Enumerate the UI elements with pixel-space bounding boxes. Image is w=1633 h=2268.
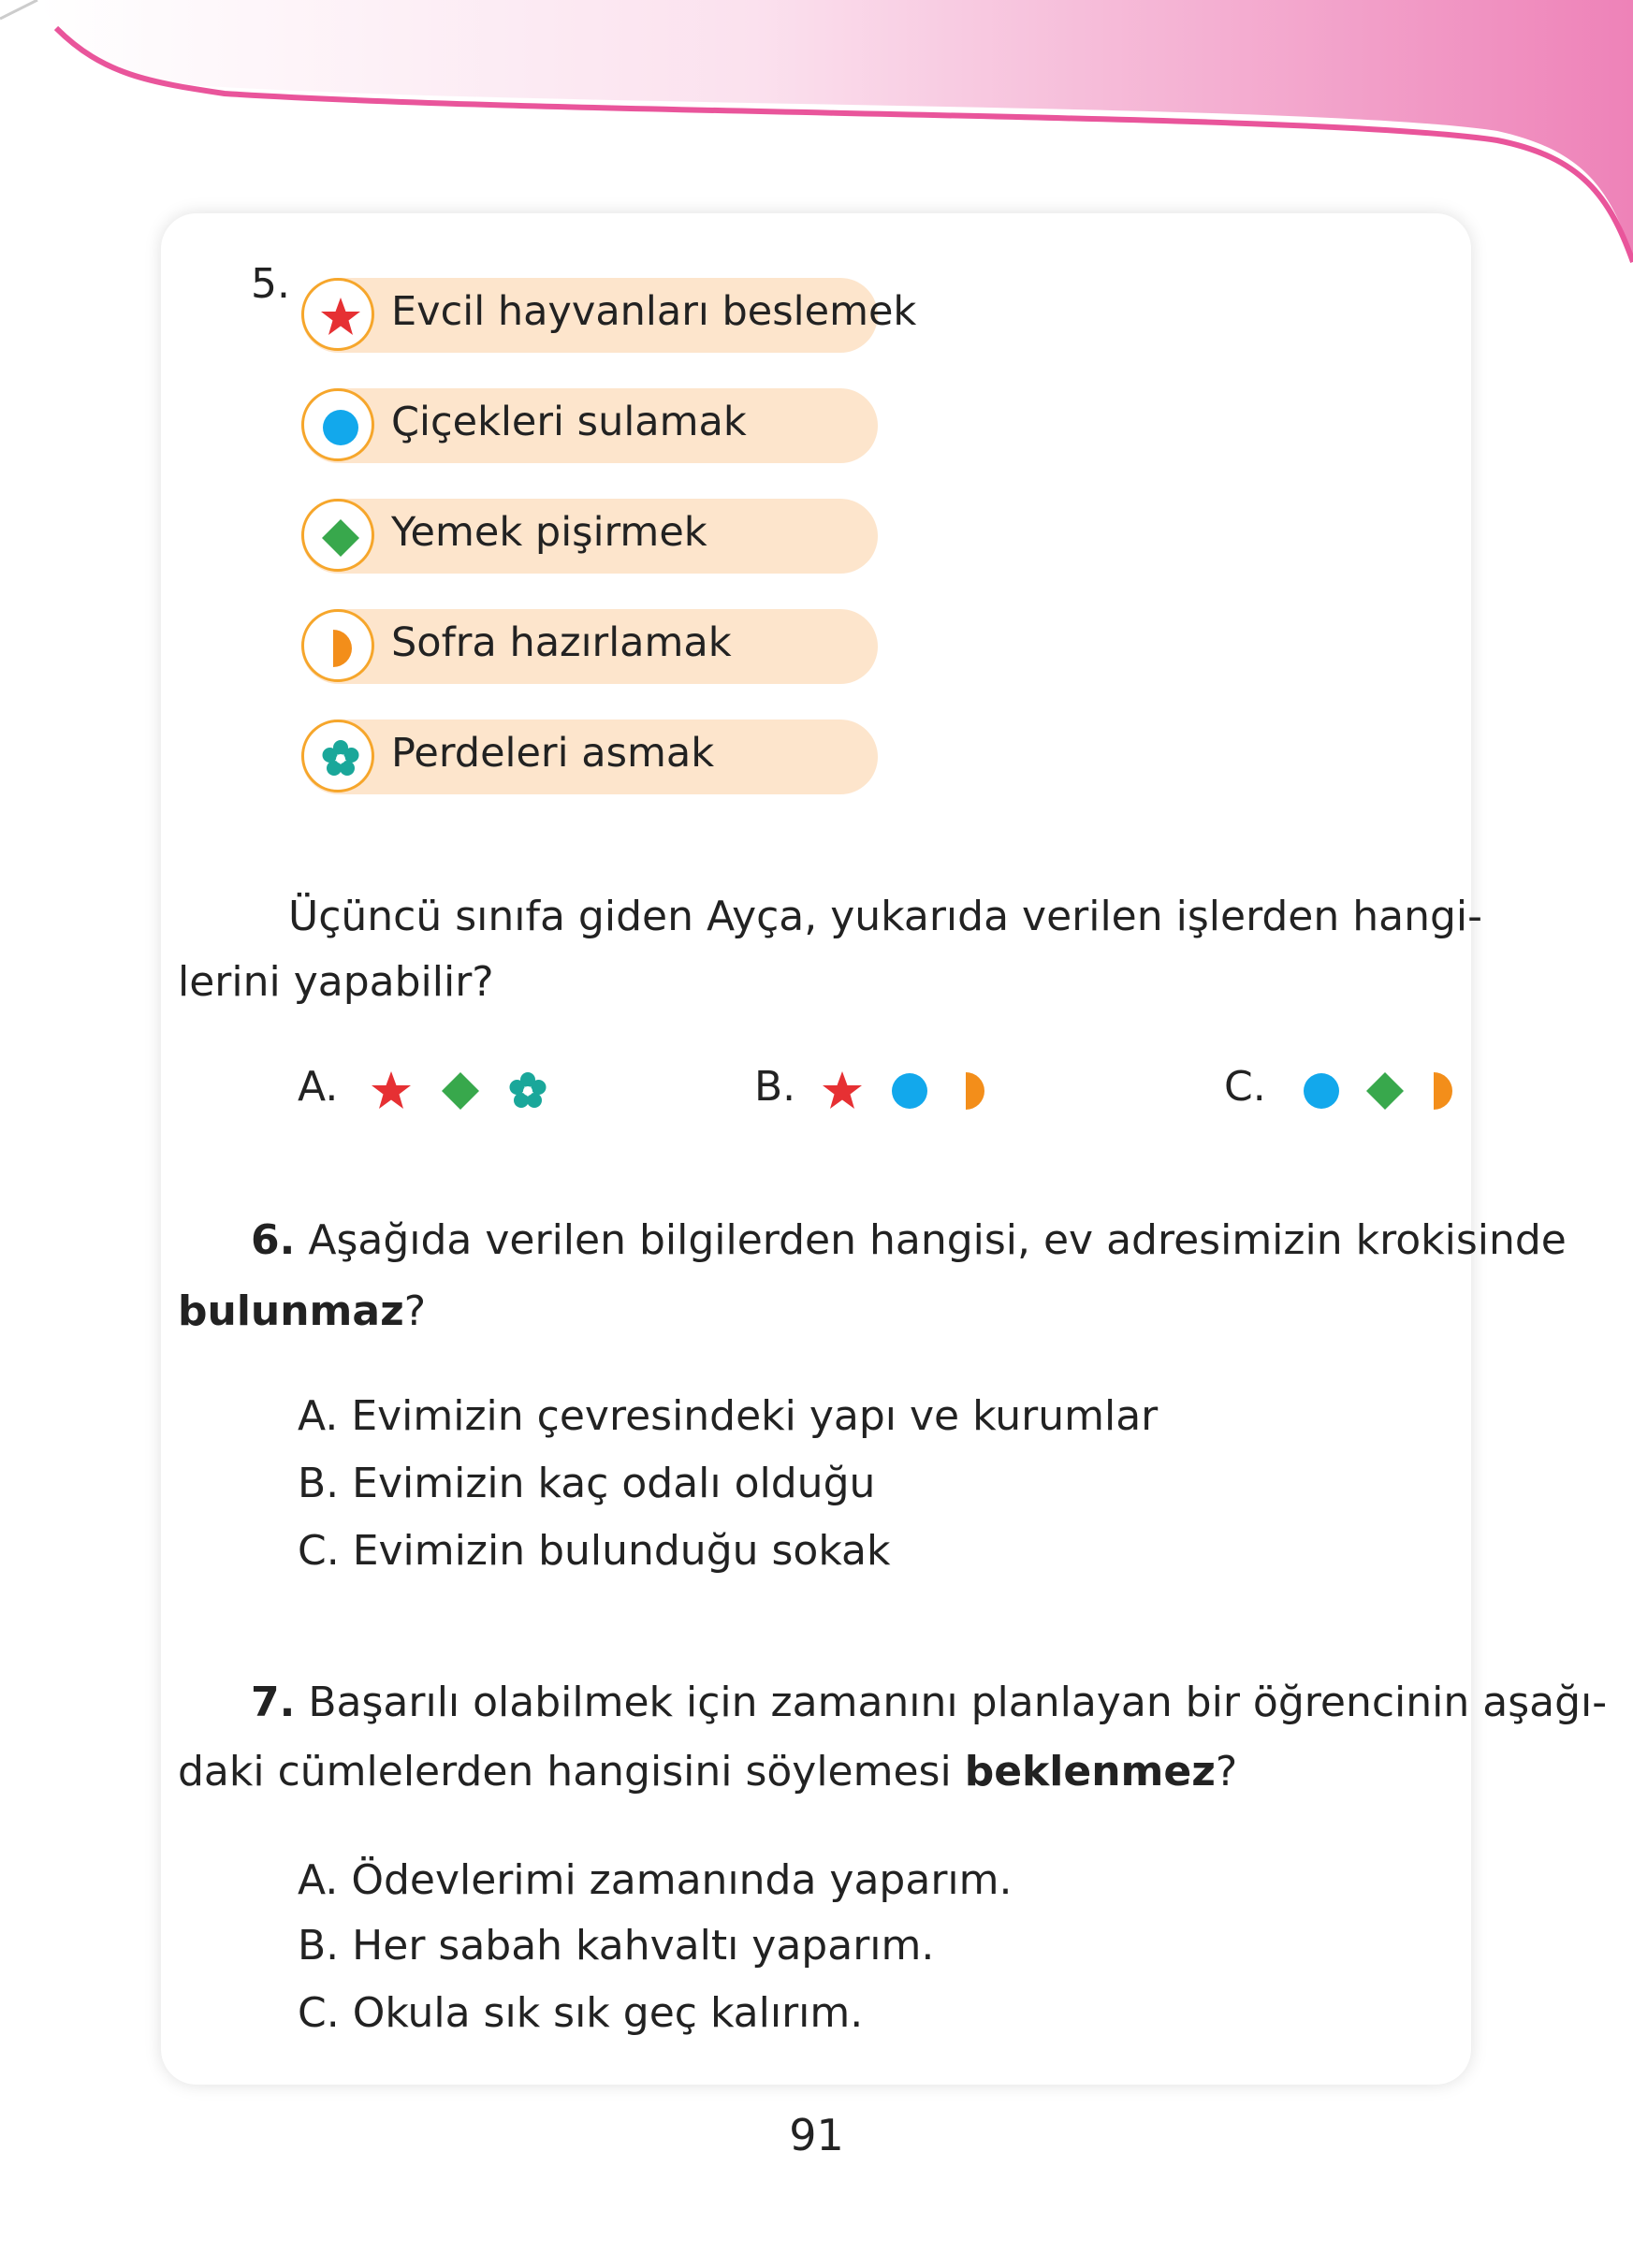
flower-icon [505,1069,550,1113]
question-6-text: Aşağıda verilen bilgilerden hangisi, ev adresimizin krokisinde [308,1216,1567,1264]
option-letter: A. [298,1856,339,1904]
star-icon [369,1069,414,1113]
task-label: Sofra hazırlamak [391,619,732,666]
star-icon [318,295,363,340]
question-7-line1 [251,1669,1607,1737]
question-6-line1 [251,1207,1567,1274]
task-item [301,388,878,463]
question-7-text-line2: daki cümlelerden hangisini söylemesi [178,1748,952,1796]
option-text: Evimizin kaç odalı olduğu [352,1460,876,1507]
option-text: Her sabah kahvaltı yaparım. [352,1922,935,1970]
question-7-option-b[interactable] [298,1922,934,1970]
blue-circle-icon [1299,1069,1344,1113]
question-6-end-mark: ? [403,1287,427,1335]
option-text: Ödevlerimi zamanında yaparım. [351,1856,1013,1904]
question-5-text-line1: Üçüncü sınıfa giden Ayça, yukarıda verilen işlerden hangi- [288,893,1483,940]
page-number: 91 [789,2110,844,2160]
question-7-end-mark: ? [1215,1748,1238,1796]
question-6-option-b[interactable] [298,1460,875,1507]
option-text: Evimizin çevresindeki yapı ve kurumlar [351,1392,1159,1440]
green-diamond-icon [438,1069,483,1113]
question-6-bold-word: bulunmaz [178,1287,404,1335]
task-icon-badge [301,499,374,572]
blue-circle-icon [318,405,363,450]
task-item [301,499,878,574]
task-label: Çiçekleri sulamak [391,399,747,445]
option-text: Evimizin bulunduğu sokak [352,1527,891,1575]
green-diamond-icon [1363,1069,1407,1113]
task-label: Yemek pişirmek [391,509,707,556]
question-6-option-c[interactable] [298,1527,891,1575]
question-7-option-c[interactable] [298,1989,863,2037]
task-icon-badge [301,609,374,682]
option-c[interactable] [1224,1063,1266,1111]
task-label: Perdeleri asmak [391,730,715,777]
star-icon [820,1069,865,1113]
option-letter: B. [298,1460,340,1507]
question-5-text-line2: lerini yapabilir? [178,958,494,1006]
question-5-number: 5. [251,260,290,308]
option-text: Okula sık sık geç kalırım. [352,1989,864,2037]
question-6-number: 6. [251,1216,296,1264]
task-icon-badge [301,720,374,792]
task-icon-badge [301,278,374,351]
flower-icon [318,736,363,781]
question-6-line2 [178,1278,426,1345]
blue-circle-icon [887,1069,932,1113]
task-item [301,609,878,684]
green-diamond-icon [318,516,363,560]
option-letter: A. [298,1063,339,1111]
half-circle-icon [1419,1069,1464,1113]
half-circle-icon [318,626,363,671]
option-letter: A. [298,1392,339,1440]
option-letter: C. [298,1989,340,2037]
task-icon-badge [301,388,374,461]
question-7-text: Başarılı olabilmek için zamanını planlayan bir öğrencinin aşağı- [308,1679,1608,1726]
task-item [301,720,878,794]
option-letter: C. [1224,1063,1266,1111]
task-label: Evcil hayvanları beslemek [391,288,917,335]
question-6-option-a[interactable] [298,1392,1158,1440]
question-7-line2 [178,1738,1237,1806]
question-7-bold-word: beklenmez [964,1748,1216,1796]
option-a[interactable] [298,1063,338,1111]
option-letter: B. [754,1063,796,1111]
half-circle-icon [951,1069,996,1113]
option-letter: B. [298,1922,340,1970]
option-b[interactable] [754,1063,795,1111]
question-7-number: 7. [251,1679,296,1726]
question-7-option-a[interactable] [298,1856,1012,1904]
option-letter: C. [298,1527,340,1575]
task-item [301,278,917,353]
